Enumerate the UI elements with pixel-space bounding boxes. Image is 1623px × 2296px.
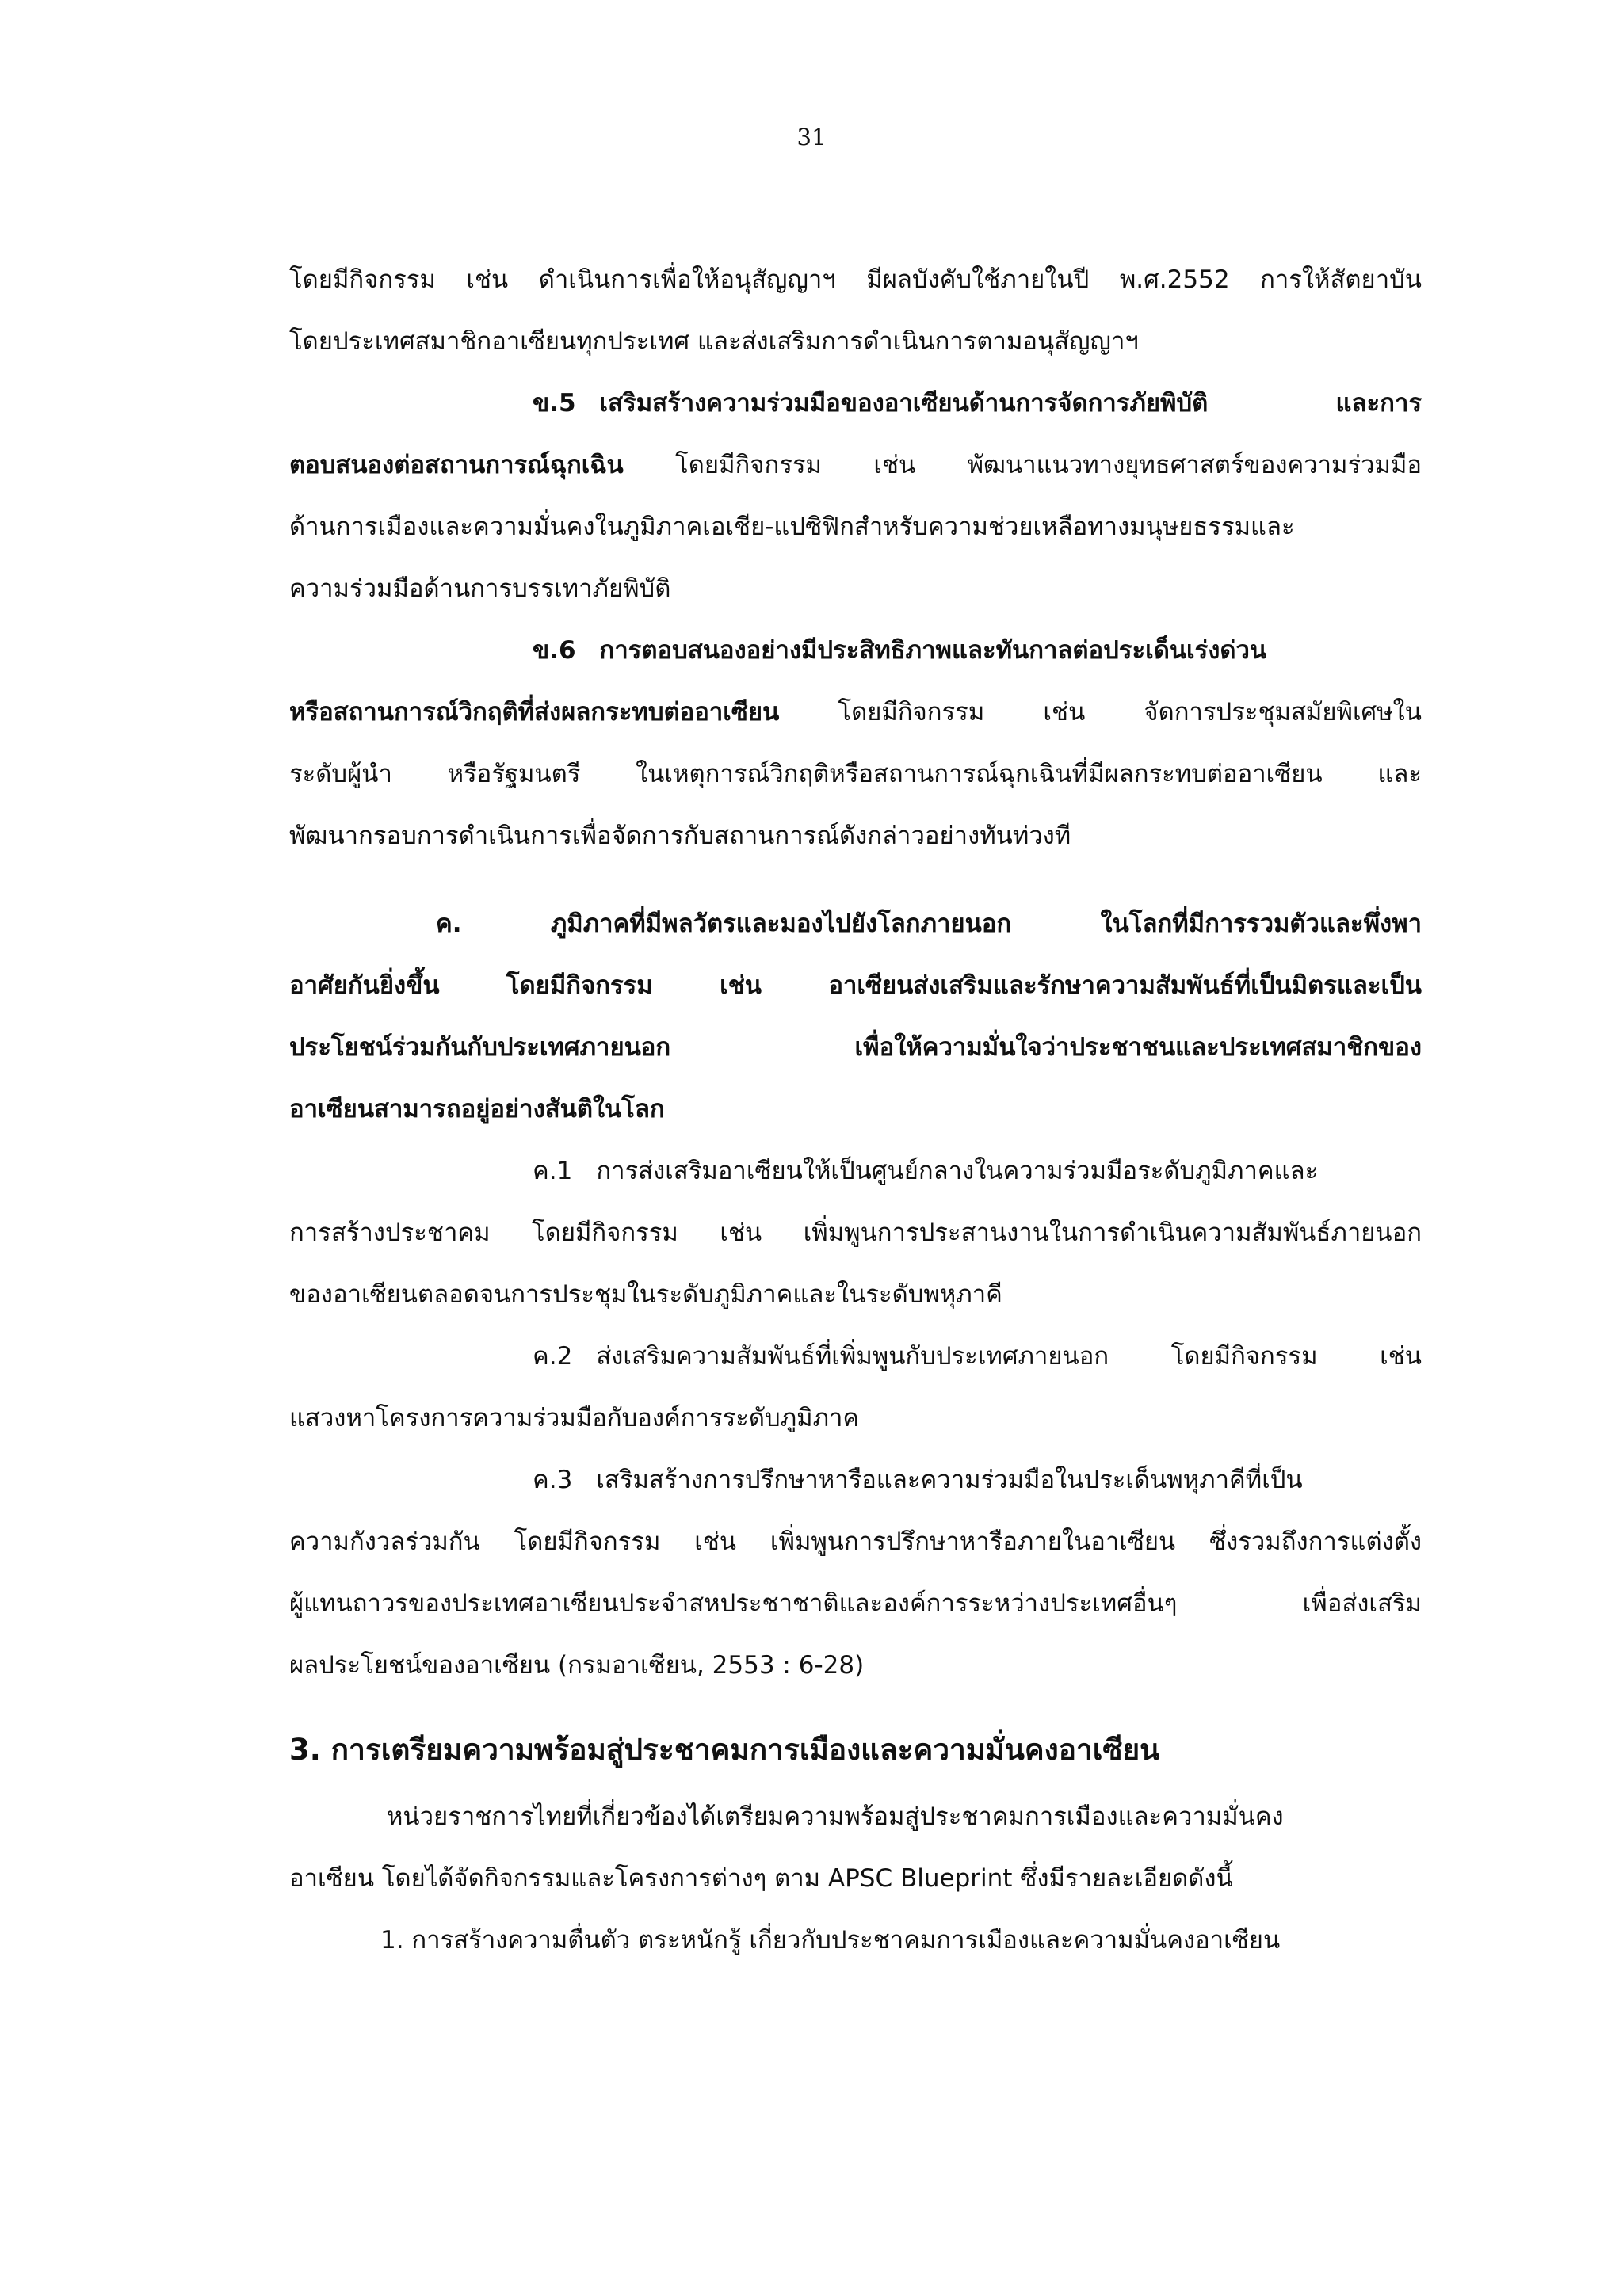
item-c1-text: การส่งเสริมอาเซียนให้เป็นศูนย์กลางในความร่วมมือระดับภูมิภาคและ [596, 1157, 1319, 1185]
item-c3-number: ค.3 [533, 1466, 573, 1494]
paragraph-line: โดยมีกิจกรรม เช่น ดำเนินการเพื่อให้อนุสัญญาฯ มีผลบังคับใช้ภายในปี พ.ศ.2552 การให้สัตยาบัน [289, 265, 1422, 294]
item-c1-line: ของอาเซียนตลอดจนการประชุมในระดับภูมิภาคและในระดับพหุภาคี [289, 1280, 1002, 1309]
section-heading: 3. การเตรียมความพร้อมสู่ประชาคมการเมืองและความมั่นคงอาเซียน [289, 1733, 1160, 1767]
item-c3-text: เสริมสร้างการปรึกษาหารือและความร่วมมือในประเด็นพหุภาคีที่เป็น [596, 1466, 1303, 1494]
item-b5-heading: เสริมสร้างความร่วมมือของอาเซียนด้านการจัดการภัยพิบัติ และการ [599, 389, 1422, 418]
section3-list-item: 1. การสร้างความตื่นตัว ตระหนักรู้ เกี่ยวกับประชาคมการเมืองและความมั่นคงอาเซียน [380, 1926, 1281, 1955]
section3-line: หน่วยราชการไทยที่เกี่ยวข้องได้เตรียมความพร้อมสู่ประชาคมการเมืองและความมั่นคง [387, 1802, 1284, 1831]
item-c1-number: ค.1 [533, 1157, 573, 1185]
item-c2-title [533, 1344, 1422, 1369]
section3-line: อาเซียน โดยได้จัดกิจกรรมและโครงการต่างๆ ตาม APSC Blueprint ซึ่งมีรายละเอียดดังนี้ [289, 1864, 1233, 1893]
item-c3-line: ผู้แทนถาวรของประเทศอาเซียนประจำสหประชาชาติและองค์การระหว่างประเทศอื่นๆ เพื่อส่งเสริม [289, 1589, 1422, 1618]
item-b5-number: ข.5 [533, 389, 576, 418]
section-c-line: ประโยชน์ร่วมกันกับประเทศภายนอก เพื่อให้ความมั่นใจว่าประชาชนและประเทศสมาชิกของ [289, 1033, 1422, 1062]
item-c3-line: ผลประโยชน์ของอาเซียน (กรมอาเซียน, 2553 : 6-28) [289, 1651, 865, 1680]
item-c2-number: ค.2 [533, 1342, 573, 1371]
item-b6-text: โดยมีกิจกรรม เช่น จัดการประชุมสมัยพิเศษใน [779, 698, 1422, 727]
section-c-line: ค. ภูมิภาคที่มีพลวัตรและมองไปยังโลกภายนอก ในโลกที่มีการรวมตัวและพึ่งพา [436, 910, 1422, 938]
section-c-line: อาศัยกันยิ่งขึ้น โดยมีกิจกรรม เช่น อาเซียนส่งเสริมและรักษาความสัมพันธ์ที่เป็นมิตรและเป็น [289, 971, 1422, 1000]
item-b6-line: ระดับผู้นำ หรือรัฐมนตรี ในเหตุการณ์วิกฤติหรือสถานการณ์ฉุกเฉินที่มีผลกระทบต่ออาเซียน และ [289, 760, 1422, 788]
item-b5-line: ด้านการเมืองและความมั่นคงในภูมิภาคเอเชีย-แปซิฟิกสำหรับความช่วยเหลือทางมนุษยธรรมและ [289, 513, 1295, 541]
item-b6-number: ข.6 [533, 636, 576, 665]
item-c1-title [533, 1159, 1422, 1184]
item-b6-line: พัฒนากรอบการดำเนินการเพื่อจัดการกับสถานการณ์ดังกล่าวอย่างทันท่วงที [289, 822, 1071, 850]
page-number: 31 [796, 124, 827, 151]
item-c2-line: แสวงหาโครงการความร่วมมือกับองค์การระดับภูมิภาค [289, 1404, 860, 1432]
item-c3-title [533, 1468, 1422, 1493]
section-c-line: อาเซียนสามารถอยู่อย่างสันติในโลก [289, 1095, 665, 1123]
item-b5-line [289, 453, 1422, 478]
item-b6-title [533, 636, 1422, 665]
item-b5-text: โดยมีกิจกรรม เช่น พัฒนาแนวทางยุทธศาสตร์ของความร่วมมือ [623, 451, 1422, 479]
item-b5-heading-cont: ตอบสนองต่อสถานการณ์ฉุกเฉิน [289, 451, 624, 479]
item-b5-title [533, 391, 1422, 416]
paragraph-line: โดยประเทศสมาชิกอาเซียนทุกประเทศ และส่งเสริมการดำเนินการตามอนุสัญญาฯ [289, 327, 1139, 356]
item-b5-line: ความร่วมมือด้านการบรรเทาภัยพิบัติ [289, 574, 671, 603]
item-b6-line [289, 700, 1422, 725]
item-c1-line: การสร้างประชาคม โดยมีกิจกรรม เช่น เพิ่มพูนการประสานงานในการดำเนินความสัมพันธ์ภายนอก [289, 1219, 1422, 1247]
item-c3-line: ความกังวลร่วมกัน โดยมีกิจกรรม เช่น เพิ่มพูนการปรึกษาหารือภายในอาเซียน ซึ่งรวมถึงการแต่งตั้ง [289, 1527, 1422, 1556]
item-c2-text: ส่งเสริมความสัมพันธ์ที่เพิ่มพูนกับประเทศภายนอก โดยมีกิจกรรม เช่น [596, 1342, 1422, 1371]
item-b6-heading: การตอบสนองอย่างมีประสิทธิภาพและทันกาลต่อประเด็นเร่งด่วน [599, 636, 1267, 665]
item-b6-heading-cont: หรือสถานการณ์วิกฤติที่ส่งผลกระทบต่ออาเซียน [289, 698, 780, 727]
